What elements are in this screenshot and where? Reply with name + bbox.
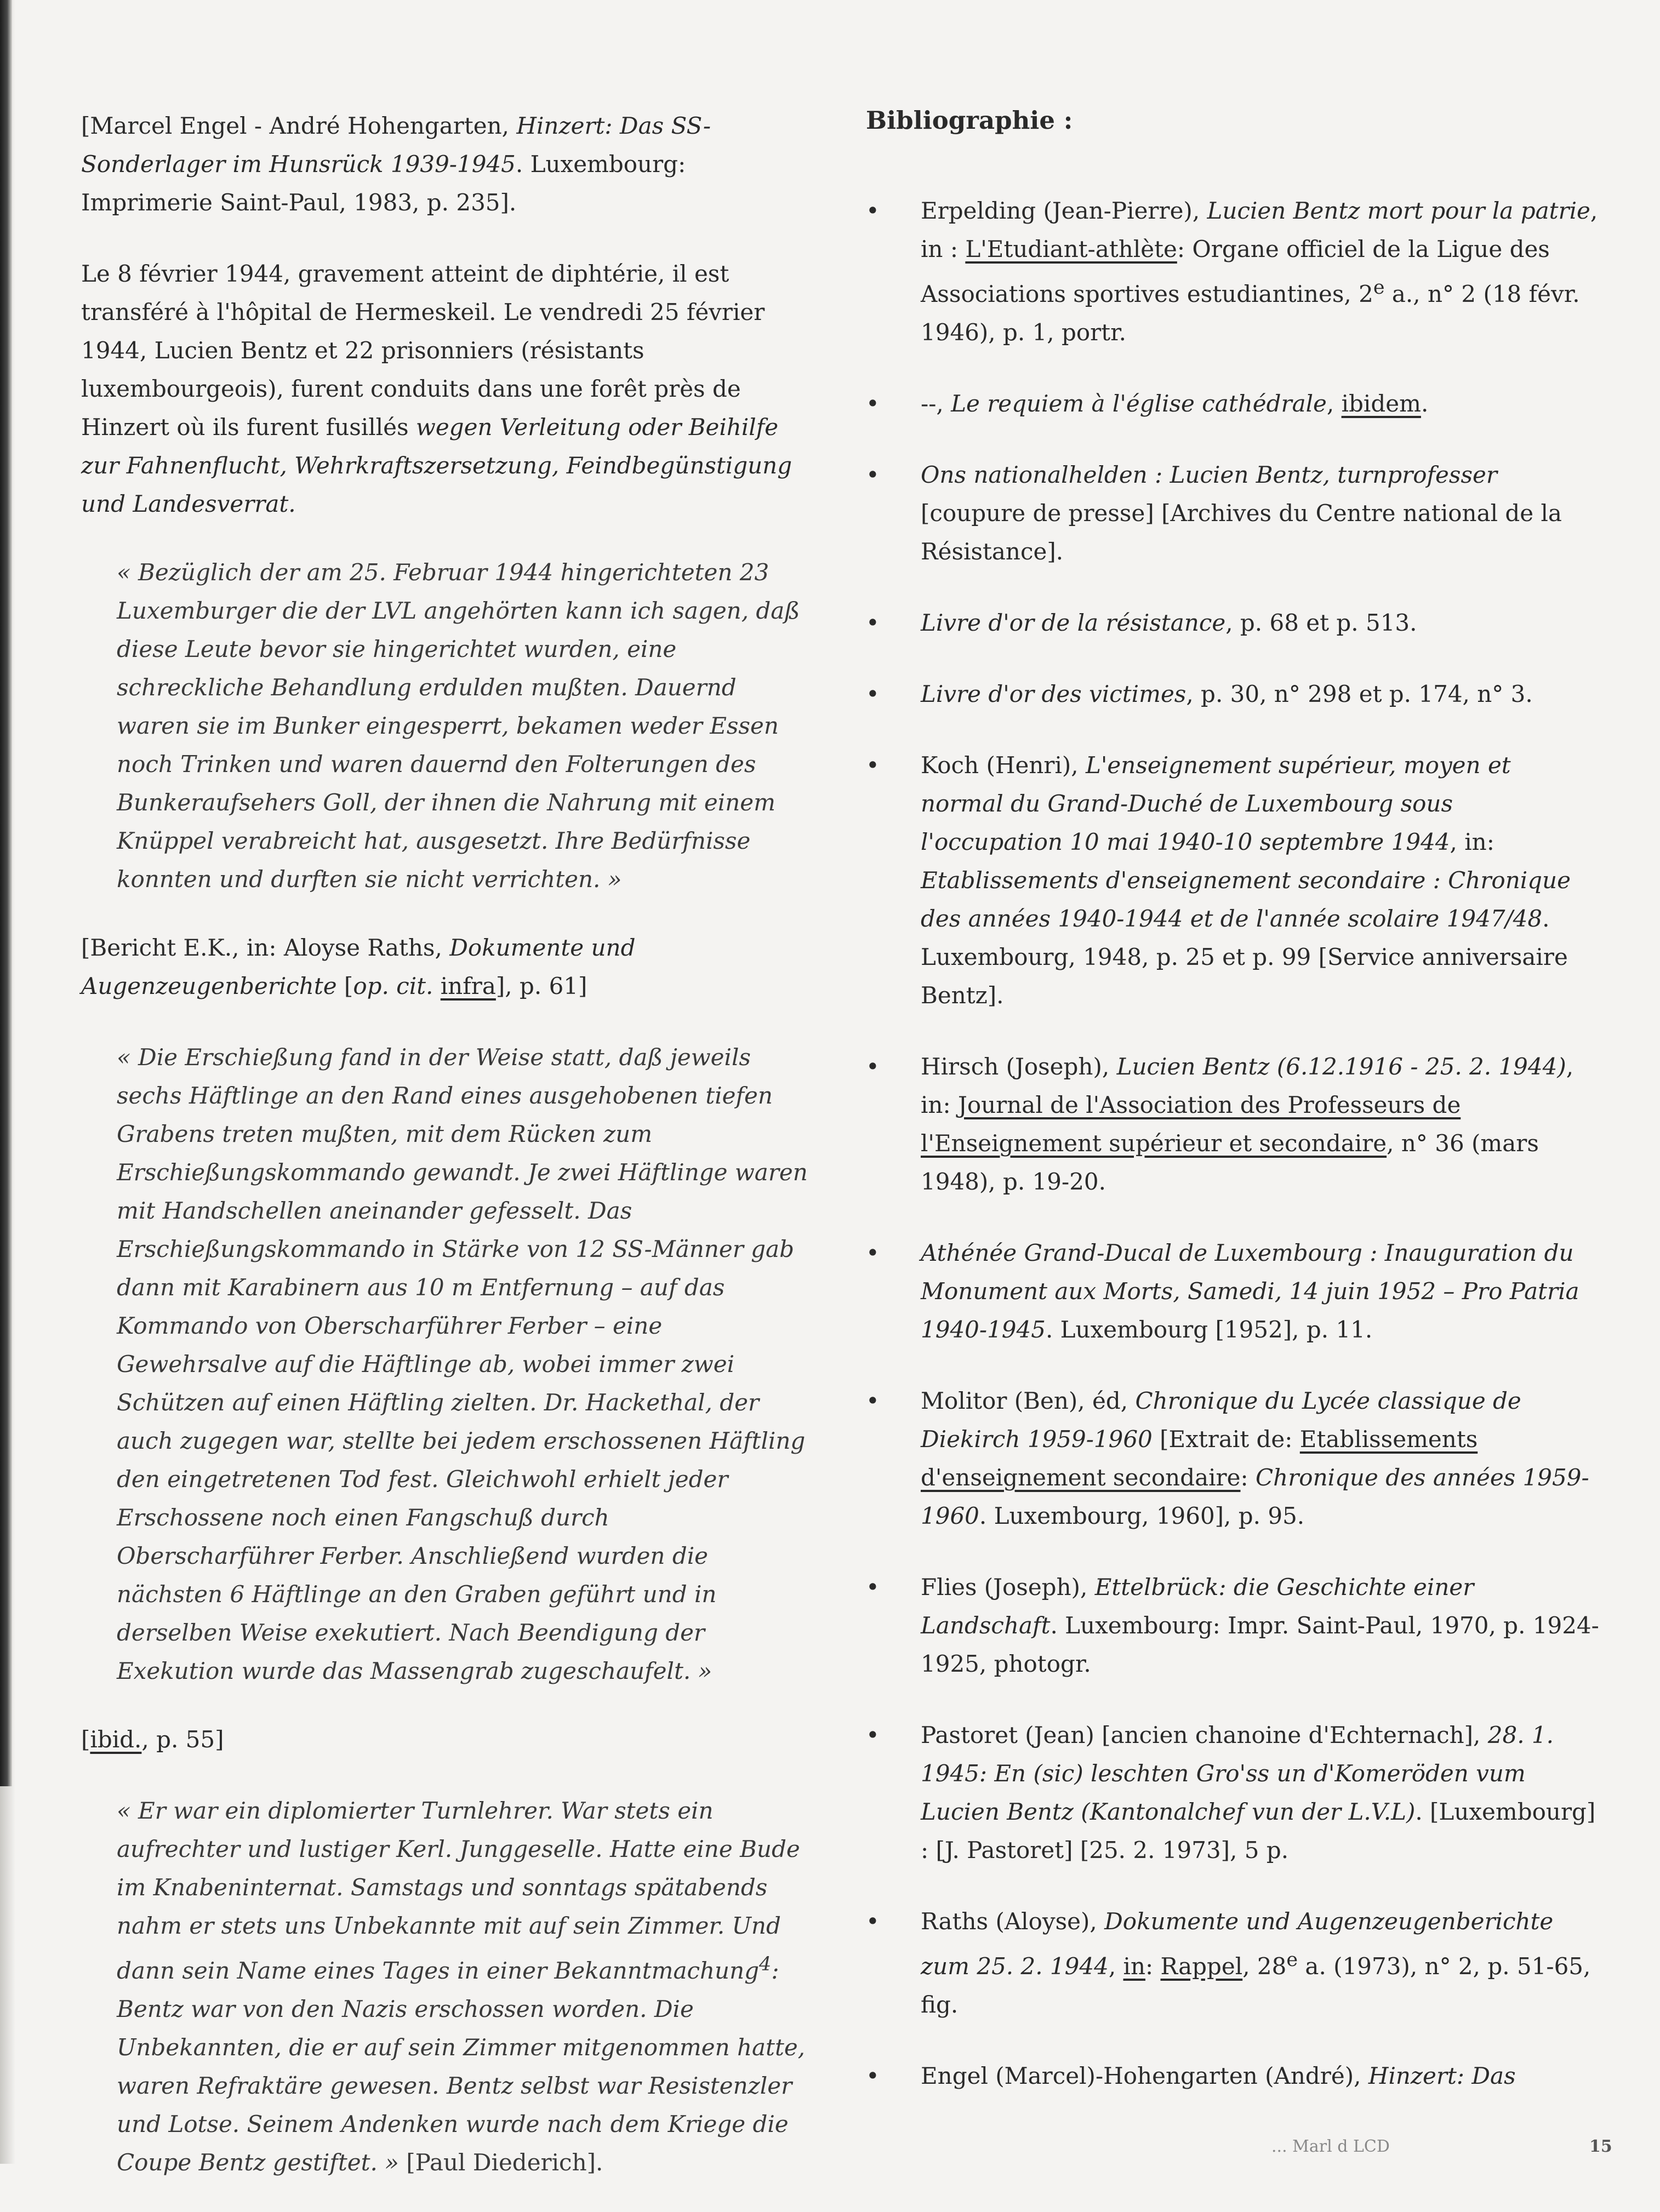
book-binding-edge [0, 0, 12, 1786]
bullet-icon: • [866, 390, 880, 417]
bibliography-item: • Molitor (Ben), éd, Chronique du Lycée classique de Diekirch 1959-1960 [Extrait de: Etablissements d'enseignement secondaire: Chronique des années 1959-1960. Luxembourg, 1960], p. 95. [866, 1382, 1600, 1535]
quote-execution: « Die Erschießung fand in der Weise statt, daß jeweils sechs Häftlinge an den Rand eines ausgehobenen tiefen Grabens treten mußten, mit dem Rücken zum Erschießungskommando gewandt. Je zwei Häftlinge waren mit Handschellen aneinander gefesselt. Das Erschießungskommando in Stärke von 12 SS-Männer gab dann mit Karabinern aus 10 m Entfernung – auf das Kommando von Oberscharführer Ferber – eine Gewehrsalve auf die Häftlinge ab, wobei immer zwei Schützen auf einen Häftling zielten. Dr. Hackethal, der auch zugegen war, stellte bei jedem erschossenen Häftling den eingetretenen Tod fest. Gleichwohl erhielt jeder Erschossene noch einen Fangschuß durch Oberscharführer Ferber. Anschließend wurden die nächsten 6 Häftlinge an den Graben geführt und in derselben Weise exekutiert. Nach Beendigung der Exekution wurde das Massengrab zugeschaufelt. » [117, 1044, 808, 1684]
bibliography-item: • --, Le requiem à l'église cathédrale, ibidem. [866, 385, 1600, 423]
bullet-icon: • [866, 197, 880, 224]
bullet-icon: • [866, 1722, 880, 1748]
bibliography-item: • Athénée Grand-Ducal de Luxembourg : Inauguration du Monument aux Morts, Samedi, 14 juin 1952 – Pro Patria 1940-1945. Luxembourg [1952], p. 11. [866, 1234, 1600, 1349]
bibliography-heading: Bibliographie : [866, 106, 1073, 135]
bibliography-item: • Pastoret (Jean) [ancien chanoine d'Echternach], 28. 1. 1945: En (sic) leschten Gro'ss un d'Komeröden vum Lucien Bentz (Kantonalchef vun der L.V.L). [Luxembourg] : [J. Pastoret] [25. 2. 1973], 5 p. [866, 1716, 1600, 1870]
right-column [866, 101, 1600, 2128]
bibliography-item: • Koch (Henri), L'enseignement supérieur, moyen et normal du Grand-Duché de Luxembourg sous l'occupation 10 mai 1940-10 septembre 1944, in: Etablissements d'enseignement secondaire : Chronique des années 1940-1944 et de l'année scolaire 1947/48. Luxembourg, 1948, p. 25 et p. 99 [Service anniversaire Bentz]. [866, 746, 1600, 1015]
bullet-icon: • [866, 752, 880, 779]
bibliography-list [866, 192, 1600, 2095]
bibliography-item: • Erpelding (Jean-Pierre), Lucien Bentz mort pour la patrie, in : L'Etudiant-athlète: Organe officiel de la Ligue des Associations sportives estudiantines, 2e a., n° 2 (18 févr. 1946), p. 1, portr. [866, 192, 1600, 352]
bibliography-item: • Hirsch (Joseph), Lucien Bentz (6.12.1916 - 25. 2. 1944), in: Journal de l'Association des Professeurs de l'Enseignement supérieur et secondaire, n° 36 (mars 1948), p. 19-20. [866, 1048, 1600, 1201]
quote-treatment: « Bezüglich der am 25. Februar 1944 hingerichteten 23 Luxemburger die der LVL angehörten kann ich sagen, daß diese Leute bevor sie hingerichtet wurden, eine schreckliche Behandlung erdulden mußten. Dauernd waren sie im Bunker eingesperrt, bekamen weder Essen noch Trinken und waren dauernd den Folterungen des Bunkeraufsehers Goll, der ihnen die Nahrung mit einem Knüppel verabreicht hat, ausgesetzt. Ihre Bedürfnisse konnten und durften sie nicht verrichten. » [117, 559, 800, 893]
source-citation-hinzert: [Marcel Engel - André Hohengarten, Hinzert: Das SS-Sonderlager im Hunsrück 1939-1945. Luxembourg: Imprimerie Saint-Paul, 1983, p. 235]. [81, 112, 711, 216]
bullet-icon: • [866, 609, 880, 636]
source-citation-bericht: [Bericht E.K., in: Aloyse Raths, Dokumente und Augenzeugenberichte [op. cit. infra], p. 61] [81, 934, 636, 999]
bibliography-item: • Livre d'or des victimes, p. 30, n° 298 et p. 174, n° 3. [866, 675, 1600, 713]
bullet-icon: • [866, 1053, 880, 1080]
bibliography-item: • Ons nationalhelden : Lucien Bentz, turnprofesser [coupure de presse] [Archives du Centre national de la Résistance]. [866, 456, 1600, 571]
paragraph-transfer-execution: Le 8 février 1944, gravement atteint de diphtérie, il est transféré à l'hôpital de Hermeskeil. Le vendredi 25 février 1944, Lucien Bentz et 22 prisonniers (résistants luxembourgeois), furent conduits dans une forêt près de Hinzert où ils furent fusillés wegen Verleitung oder Beihilfe zur Fahnenflucht, Wehrkraftszersetzung, Feindbegünstigung und Landesverrat. [81, 260, 792, 517]
bullet-icon: • [866, 1387, 880, 1414]
bullet-icon: • [866, 461, 880, 488]
running-footer: ... Marl d LCD [1271, 2137, 1390, 2156]
bullet-icon: • [866, 2062, 880, 2089]
left-column [81, 107, 815, 2212]
source-citation-ibid: [ibid., p. 55] [81, 1726, 224, 1753]
bullet-icon: • [866, 1908, 880, 1935]
bullet-icon: • [866, 1239, 880, 1266]
bibliography-item: • Flies (Joseph), Ettelbrück: die Geschichte einer Landschaft. Luxembourg: Impr. Saint-Paul, 1970, p. 1924-1925, photogr. [866, 1568, 1600, 1683]
page-number: 15 [1589, 2137, 1612, 2156]
bibliography-item: • Engel (Marcel)-Hohengarten (André), Hinzert: Das [866, 2057, 1600, 2095]
bullet-icon: • [866, 1574, 880, 1601]
bibliography-item: • Livre d'or de la résistance, p. 68 et p. 513. [866, 604, 1600, 642]
quote-diederich: « Er war ein diplomierter Turnlehrer. War stets ein aufrechter und lustiger Kerl. Junggeselle. Hatte eine Bude im Knabeninternat. Samstags und sonntags spätabends nahm er stets uns Unbekannte mit auf sein Zimmer. Und dann sein Name eines Tages in einer Bekanntmachung$^4$: Bentz war von den Nazis erschossen worden. Die Unbekannten, die er auf sein Zimmer mitgenommen hatte, waren Refraktäre gewesen. Bentz selbst war Resistenzler und Lotse. Seinem Andenken wurde nach dem Kriege die Coupe Bentz gestiftet. » [Paul Diederich]. [117, 1797, 806, 2176]
bullet-icon: • [866, 681, 880, 707]
footnote-marker: 4 [759, 1953, 772, 1975]
bibliography-item: • Raths (Aloyse), Dokumente und Augenzeugenberichte zum 25. 2. 1944, in: Rappel, 28e a. (1973), n° 2, p. 51-65, fig. [866, 1902, 1600, 2024]
